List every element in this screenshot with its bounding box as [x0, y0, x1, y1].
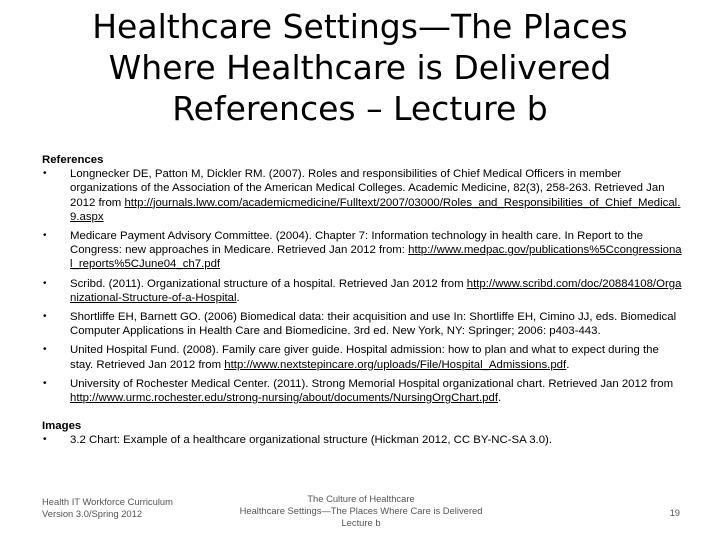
slide-body — [42, 153, 682, 453]
reference-tail: . — [236, 291, 240, 304]
references-heading: References — [42, 154, 104, 166]
page-number: 19 — [669, 507, 680, 518]
reference-link[interactable]: http://journals.lww.com/academicmedicine/Fulltext/2007/03000/Roles_and_Responsibilities_of_Chief_Medical.9.aspx — [70, 196, 681, 223]
reference-text: University of Rochester Medical Center. (2011). Strong Memorial Hospital organizational chart. Retrieved Jan 2012 from — [70, 377, 674, 390]
footer-curriculum-name: Health IT Workforce Curriculum — [42, 496, 173, 507]
image-credit-text: 3.2 Chart: Example of a healthcare organizational structure (Hickman 2012, CC BY-NC-SA 3.0). — [70, 434, 553, 447]
title-line-2: Where Healthcare is Delivered — [108, 48, 612, 87]
reference-item-2 — [42, 229, 682, 272]
reference-text: Medicare Payment Advisory Committee. (2004). Chapter 7: Information technology in health care. In Report to the Congress: new approaches in Medicare. Retrieved Jan 2012 from: — [70, 230, 643, 257]
reference-link[interactable]: http://www.medpac.gov/publications%5Ccongressional_reports%5CJune04_ch7.pdf — [70, 244, 682, 271]
footer-unit-title: Healthcare Settings—The Places Where Care is Delivered — [239, 505, 483, 516]
footer-version: Version 3.0/Spring 2012 — [42, 508, 143, 519]
images-heading: Images — [42, 420, 82, 433]
title-line-1: Healthcare Settings—The Places — [92, 7, 628, 46]
image-credit-item — [42, 433, 682, 447]
reference-tail: . — [566, 358, 570, 371]
reference-text: United Hospital Fund. (2008). Family care giver guide. Hospital admission: how to plan and what to expect during the stay. Retrieved Jan 2012 from — [70, 344, 659, 371]
reference-text: Longnecker DE, Patton M, Dickler RM. (2007). Roles and responsibilities of Chief Medical Officers in member organizations of the Association of the American Medical Colleges. Academic Medicine, 82(3), 258-263. Retrieved Jan 2012 from — [70, 168, 665, 209]
title-line-3: References – Lecture b — [172, 89, 548, 128]
reference-text: Shortliffe EH, Barnett GO. (2006) Biomedical data: their acquisition and use In: Shortliffe EH, Cimino JJ, eds. Biomedical Computer Applications in Health Care and Biomedicine. 3rd ed. New York, NY: Springer; 2006: p403-443. — [70, 311, 677, 338]
reference-item-5 — [42, 343, 682, 371]
reference-link[interactable]: http://www.scribd.com/doc/20884108/Organizational-Structure-of-a-Hospital — [70, 277, 682, 304]
reference-item-6 — [42, 377, 682, 405]
reference-item-3 — [42, 277, 682, 305]
footer-curriculum — [42, 496, 173, 520]
reference-item-1 — [42, 167, 682, 224]
footer-lecture: Lecture b — [341, 517, 381, 528]
reference-text: Scribd. (2011). Organizational structure of a hospital. Retrieved Jan 2012 from — [70, 277, 467, 290]
reference-item-4 — [42, 310, 682, 338]
reference-tail: . — [498, 392, 502, 405]
slide-title — [40, 6, 680, 129]
images-list — [42, 433, 682, 447]
reference-link[interactable]: http://www.urmc.rochester.edu/strong-nursing/about/documents/NursingOrgChart.pdf — [70, 392, 498, 405]
references-list — [42, 167, 682, 405]
reference-link[interactable]: http://www.nextstepincare.org/uploads/File/Hospital_Admissions.pdf — [224, 358, 567, 371]
footer-course-info — [220, 493, 502, 529]
footer-course-title: The Culture of Healthcare — [307, 493, 415, 504]
